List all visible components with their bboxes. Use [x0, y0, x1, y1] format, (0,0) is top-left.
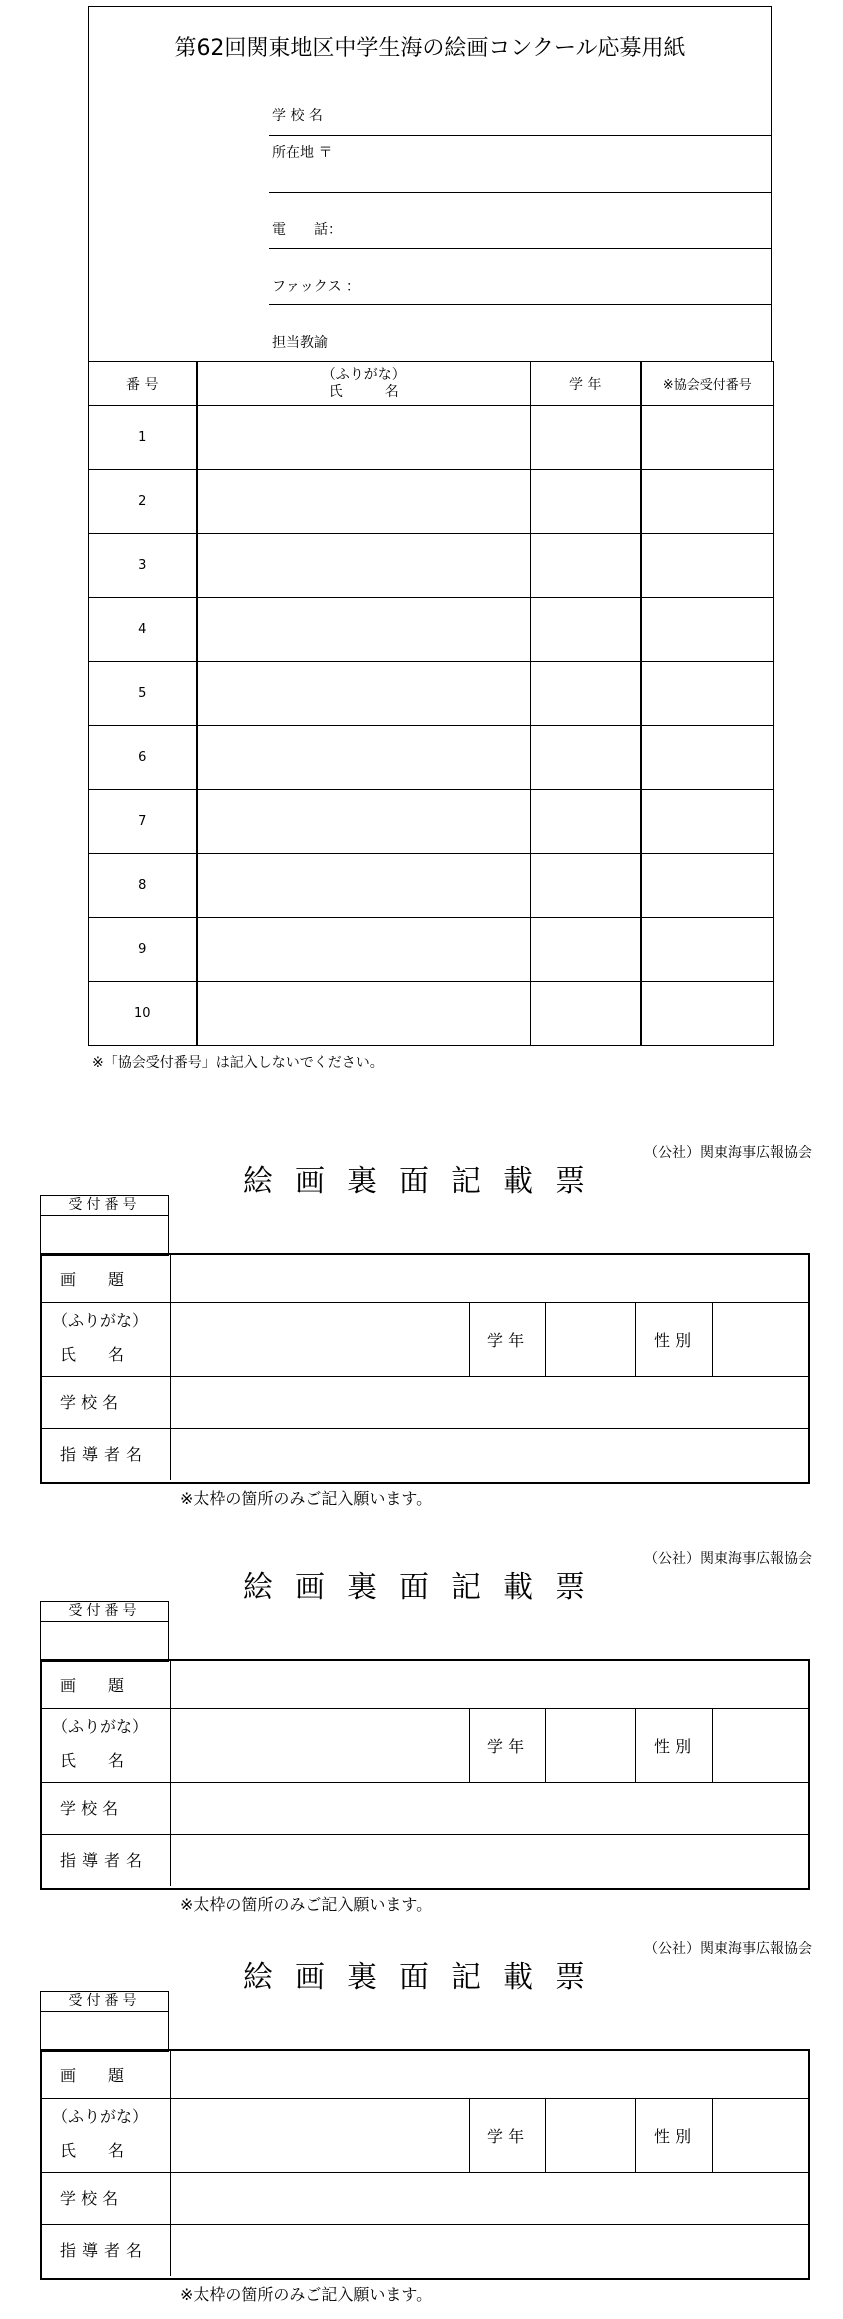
entry-name-field[interactable]: [197, 534, 531, 598]
entry-row: [89, 662, 774, 726]
entry-grade-field[interactable]: [531, 598, 641, 662]
name-label: [42, 2098, 171, 2172]
school-label: [42, 2172, 171, 2224]
entry-name-field[interactable]: [197, 790, 531, 854]
card-fields: [40, 1659, 810, 1890]
entry-name-field[interactable]: [197, 406, 531, 470]
row-title[interactable]: [42, 2051, 808, 2099]
entry-grade-field[interactable]: [531, 918, 641, 982]
card-note: ※太枠の箇所のみご記入願います。: [180, 1895, 433, 1914]
entry-grade-field[interactable]: [531, 854, 641, 918]
entry-assoc-number-field: [641, 854, 774, 918]
entry-assoc-number-field: [641, 598, 774, 662]
row-name[interactable]: [42, 2098, 808, 2173]
entry-assoc-number-field: [641, 726, 774, 790]
fax-field[interactable]: [269, 304, 771, 305]
entry-row: [89, 534, 774, 598]
entry-row: [89, 918, 774, 982]
entry-name-field[interactable]: [197, 470, 531, 534]
divider: [469, 2098, 470, 2172]
school-name-label: 学 校 名: [272, 108, 323, 124]
entry-number: 5: [89, 662, 197, 726]
entry-table: [88, 361, 774, 1046]
card-note: ※太枠の箇所のみご記入願います。: [180, 2285, 433, 2304]
entry-number: 4: [89, 598, 197, 662]
grade-label: 学 年: [487, 1331, 525, 1350]
receipt-number-label: 受付番号: [41, 1196, 168, 1216]
card-title: 絵画裏面記載票: [243, 1164, 607, 1199]
school-name-field[interactable]: [269, 135, 771, 136]
entry-number: 10: [89, 982, 197, 1046]
back-label-card-3: [40, 1938, 812, 2318]
col-grade: 学 年: [531, 362, 641, 406]
receipt-number-label: 受付番号: [41, 1992, 168, 2012]
card-title: 絵画裏面記載票: [243, 1960, 607, 1995]
entry-row: [89, 598, 774, 662]
entry-row: [89, 406, 774, 470]
gender-label: 性 別: [654, 1331, 692, 1350]
grade-field[interactable]: [545, 2098, 635, 2172]
receipt-number-box: [40, 1991, 169, 2052]
row-school[interactable]: [42, 1782, 808, 1835]
entry-name-field[interactable]: [197, 854, 531, 918]
entry-row: [89, 982, 774, 1046]
divider: [712, 1302, 713, 1376]
teacher-label: [42, 1834, 171, 1886]
row-school[interactable]: [42, 2172, 808, 2225]
grade-field[interactable]: [545, 1708, 635, 1782]
card-note: ※太枠の箇所のみご記入願います。: [180, 1489, 433, 1508]
card-fields: [40, 2049, 810, 2280]
entry-grade-field[interactable]: [531, 406, 641, 470]
entry-number: 3: [89, 534, 197, 598]
entry-number: 1: [89, 406, 197, 470]
row-name[interactable]: [42, 1708, 808, 1783]
entry-name-field[interactable]: [197, 662, 531, 726]
school-label-text: 学 校 名: [60, 1393, 119, 1412]
card-fields: [40, 1253, 810, 1484]
name-label-text: 氏 名: [60, 1345, 125, 1364]
row-school[interactable]: [42, 1376, 808, 1429]
title-label: [42, 2051, 171, 2098]
teacher-label-text: 指導者名: [60, 1445, 149, 1464]
receipt-number-field: [41, 1622, 168, 1661]
entry-name-field[interactable]: [197, 982, 531, 1046]
gender-label: 性 別: [654, 2127, 692, 2146]
divider: [469, 1302, 470, 1376]
receipt-number-box: [40, 1601, 169, 1662]
divider: [635, 1708, 636, 1782]
name-label: [42, 1708, 171, 1782]
entry-assoc-number-field: [641, 534, 774, 598]
entry-row: [89, 854, 774, 918]
form-title: 第62回関東地区中学生海の絵画コンクール応募用紙: [174, 36, 686, 61]
school-label-text: 学 校 名: [60, 2189, 119, 2208]
school-label: [42, 1376, 171, 1428]
entry-number: 9: [89, 918, 197, 982]
teacher-label-text: 指導者名: [60, 2241, 149, 2260]
grade-label: 学 年: [487, 1737, 525, 1756]
teacher-label: [42, 1428, 171, 1480]
teacher-label: 担当教諭: [272, 335, 328, 351]
entry-number: 2: [89, 470, 197, 534]
entry-row: [89, 790, 774, 854]
col-name-label: 氏 名: [328, 383, 399, 400]
school-label: [42, 1782, 171, 1834]
address-field[interactable]: [269, 192, 771, 193]
entry-assoc-number-field: [641, 790, 774, 854]
entry-name-field[interactable]: [197, 726, 531, 790]
entry-grade-field[interactable]: [531, 470, 641, 534]
entry-grade-field[interactable]: [531, 662, 641, 726]
name-label-text: 氏 名: [60, 2141, 125, 2160]
entry-row: [89, 470, 774, 534]
col-assoc-number: ※協会受付番号: [641, 362, 774, 406]
divider: [712, 1708, 713, 1782]
receipt-number-box: [40, 1195, 169, 1256]
form-header: [88, 6, 772, 361]
entry-grade-field[interactable]: [531, 790, 641, 854]
teacher-label: [42, 2224, 171, 2276]
row-teacher[interactable]: [42, 1428, 808, 1480]
name-label: [42, 1302, 171, 1376]
card-org: （公社）関東海事広報協会: [644, 1941, 812, 1957]
receipt-number-label: 受付番号: [41, 1602, 168, 1622]
entry-assoc-number-field: [641, 918, 774, 982]
teacher-label-text: 指導者名: [60, 1851, 149, 1870]
row-title[interactable]: [42, 1255, 808, 1303]
col-name: [197, 362, 531, 406]
entry-header-row: [89, 362, 774, 406]
col-number: 番 号: [89, 362, 197, 406]
entry-assoc-number-field: [641, 470, 774, 534]
entry-grade-field[interactable]: [531, 982, 641, 1046]
back-label-card-2: [40, 1548, 812, 1928]
entry-grade-field[interactable]: [531, 534, 641, 598]
phone-label: 電 話：: [272, 222, 342, 238]
title-label: [42, 1661, 171, 1708]
entry-assoc-number-field: [641, 982, 774, 1046]
entry-name-field[interactable]: [197, 598, 531, 662]
entry-number: 6: [89, 726, 197, 790]
application-form: [88, 6, 772, 1072]
divider: [635, 1302, 636, 1376]
entry-grade-field[interactable]: [531, 726, 641, 790]
entry-number: 8: [89, 854, 197, 918]
receipt-number-field: [41, 1216, 168, 1255]
row-name[interactable]: [42, 1302, 808, 1377]
divider: [635, 2098, 636, 2172]
entry-assoc-number-field: [641, 662, 774, 726]
title-label-text: 画 題: [60, 1270, 125, 1289]
gender-label: 性 別: [654, 1737, 692, 1756]
school-label-text: 学 校 名: [60, 1799, 119, 1818]
card-org: （公社）関東海事広報協会: [644, 1145, 812, 1161]
phone-field[interactable]: [269, 248, 771, 249]
grade-label: 学 年: [487, 2127, 525, 2146]
divider: [469, 1708, 470, 1782]
title-label: [42, 1255, 171, 1302]
entry-number: 7: [89, 790, 197, 854]
card-org: （公社）関東海事広報協会: [644, 1551, 812, 1567]
furigana-label: （ふりがな）: [52, 1717, 149, 1736]
divider: [712, 2098, 713, 2172]
entry-assoc-number-field: [641, 406, 774, 470]
furigana-label: （ふりがな）: [52, 1311, 149, 1330]
col-furigana: （ふりがな）: [321, 366, 406, 383]
title-label-text: 画 題: [60, 1676, 125, 1695]
row-teacher[interactable]: [42, 2224, 808, 2276]
form-note: ※「協会受付番号」は記入しないでください。: [92, 1055, 384, 1071]
name-label-text: 氏 名: [60, 1751, 125, 1770]
entry-row: [89, 726, 774, 790]
row-title[interactable]: [42, 1661, 808, 1709]
entry-name-field[interactable]: [197, 918, 531, 982]
furigana-label: （ふりがな）: [52, 2107, 149, 2126]
address-label: 所在地 〒: [272, 145, 333, 161]
grade-field[interactable]: [545, 1302, 635, 1376]
title-label-text: 画 題: [60, 2066, 125, 2085]
back-label-card-1: [40, 1142, 812, 1522]
card-title: 絵画裏面記載票: [243, 1570, 607, 1605]
fax-label: ファックス ：: [272, 279, 361, 295]
row-teacher[interactable]: [42, 1834, 808, 1886]
receipt-number-field: [41, 2012, 168, 2051]
